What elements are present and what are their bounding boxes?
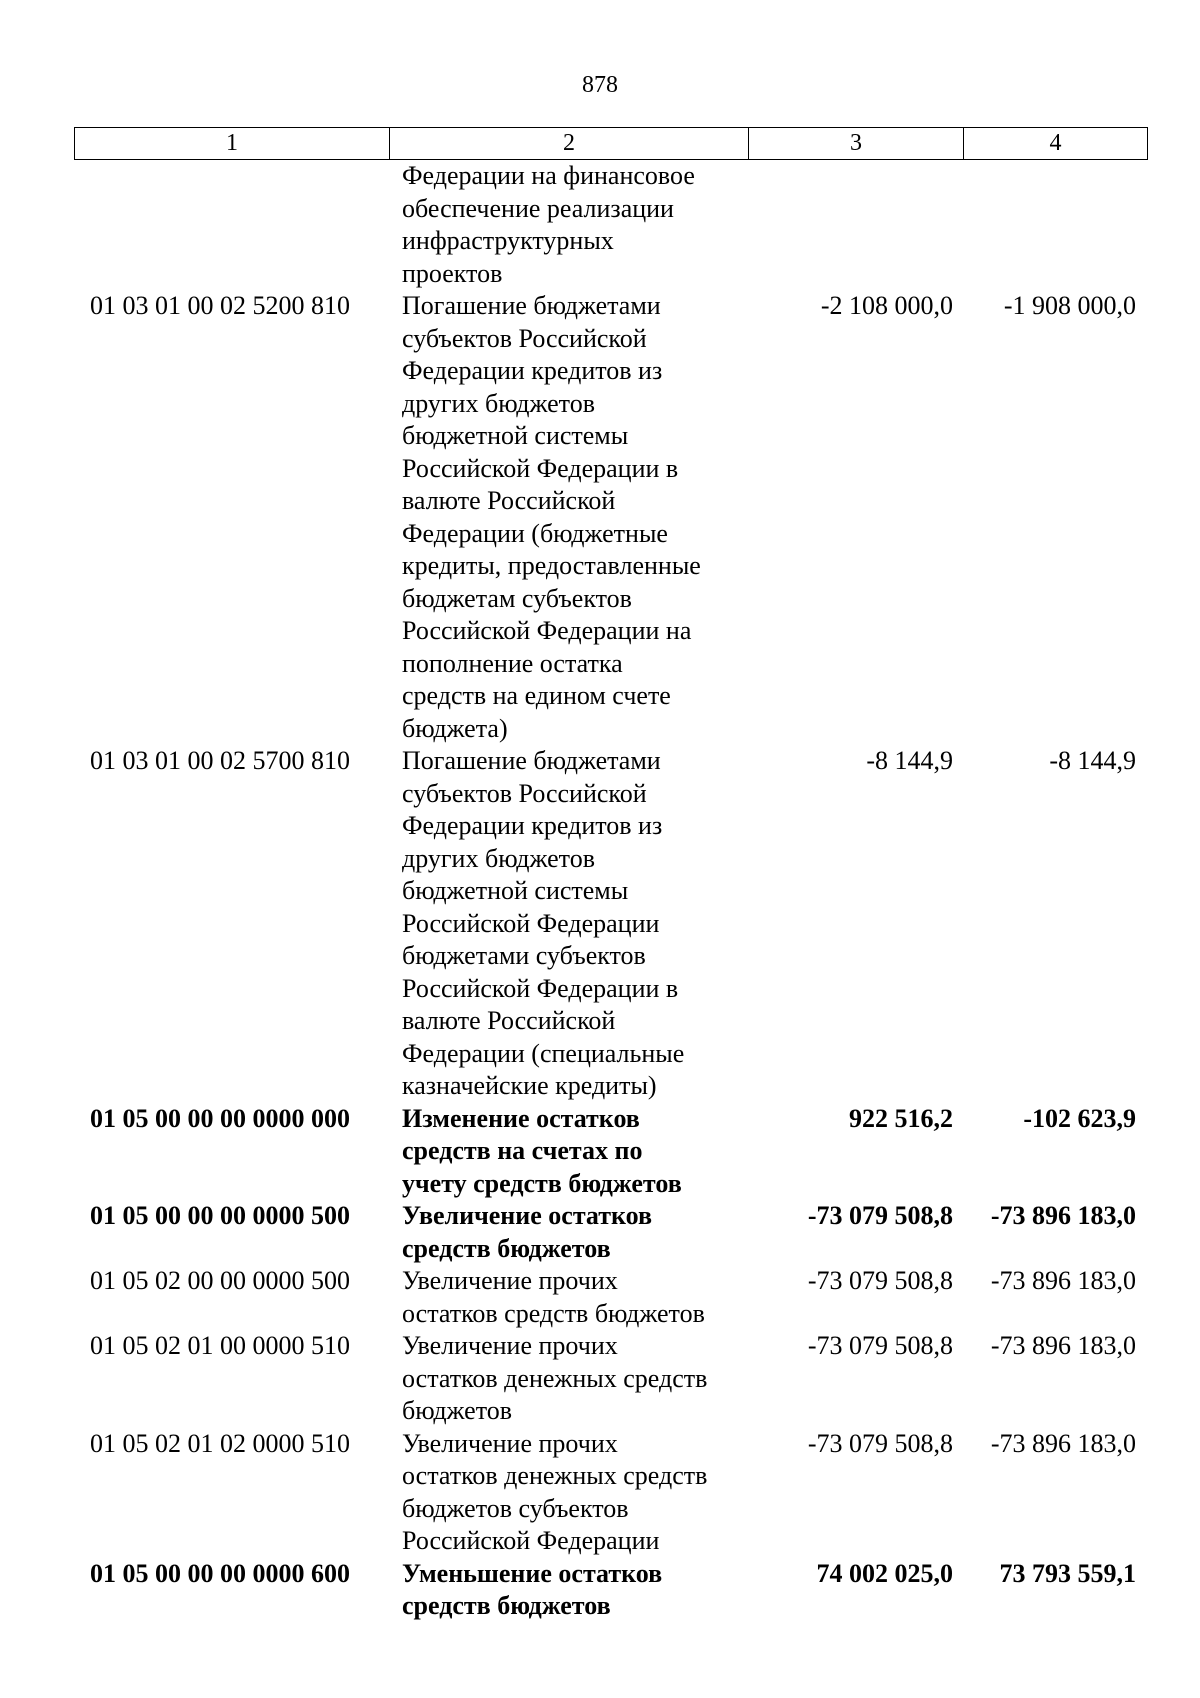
row-name-line: остатков денежных средств (402, 1363, 708, 1393)
row-code: 01 05 02 01 00 0000 510 (90, 1331, 350, 1360)
row-name-line: остатков денежных средств (402, 1461, 708, 1490)
table-body (74, 160, 1148, 1623)
row-value-col3: -73 079 508,8 (807, 1201, 953, 1230)
row-code: 01 05 02 00 00 0000 500 (90, 1266, 350, 1295)
row-name-line: Уменьшение остатков (402, 1558, 663, 1588)
table-row (74, 1428, 1148, 1558)
row-name-line: проектов (402, 258, 503, 288)
row-value-col4 (963, 160, 1146, 290)
row-name-line: Российской Федерации на (402, 616, 692, 645)
row-value-col3: -73 079 508,8 (807, 1428, 953, 1458)
row-value-col4: -8 144,9 (1049, 746, 1136, 775)
row-name-line: учету средств бюджетов (402, 1168, 682, 1198)
row-name-line: Федерации на финансовое (402, 161, 695, 190)
row-name-line: бюджетов (402, 1396, 513, 1425)
row-name (389, 1428, 748, 1558)
row-value-col3 (748, 160, 963, 290)
row-name-line: Увеличение остатков (402, 1201, 653, 1230)
row-name-line: других бюджетов (402, 388, 595, 418)
row-name-line: Федерации (бюджетные (402, 518, 668, 548)
row-name-line: субъектов Российской (402, 323, 647, 353)
row-code: 01 05 02 01 02 0000 510 (90, 1428, 350, 1458)
row-name-line: бюджетной системы (402, 876, 629, 905)
row-name-line: Увеличение прочих (402, 1266, 618, 1295)
row-name-line: других бюджетов (402, 843, 595, 873)
row-name (389, 1330, 748, 1428)
row-name (389, 745, 748, 1103)
table-header (74, 127, 1148, 160)
row-name-line: Федерации (специальные (402, 1038, 685, 1068)
row-name-line: средств бюджетов (402, 1591, 611, 1620)
row-name (389, 290, 748, 745)
table-row (74, 1200, 1148, 1265)
column-header-4: 4 (1049, 130, 1062, 156)
row-name-line: валюте Российской (402, 486, 616, 515)
table-row (74, 1103, 1148, 1201)
row-name-line: бюджетами субъектов (402, 941, 646, 970)
row-name (389, 1200, 748, 1265)
row-value-col3: 74 002 025,0 (816, 1558, 953, 1588)
row-value-col4: -73 896 183,0 (990, 1331, 1136, 1360)
table-row (74, 1265, 1148, 1330)
row-name-line: Российской Федерации (402, 1526, 660, 1555)
row-name-line: Погашение бюджетами (402, 291, 661, 320)
row-value-col4: -73 896 183,0 (990, 1428, 1136, 1458)
row-name-line: пополнение остатка (402, 648, 623, 678)
row-name-line: Изменение остатков (402, 1103, 640, 1133)
table-row (74, 160, 1148, 290)
row-value-col3: -8 144,9 (866, 746, 953, 775)
row-name (389, 160, 748, 290)
row-code: 01 05 00 00 00 0000 500 (90, 1201, 350, 1230)
row-value-col3: -73 079 508,8 (807, 1266, 953, 1295)
row-code: 01 03 01 00 02 5700 810 (90, 746, 350, 775)
row-value-col4: -102 623,9 (1023, 1103, 1136, 1133)
row-value-col4: -73 896 183,0 (990, 1201, 1136, 1230)
row-name-line: Увеличение прочих (402, 1331, 618, 1360)
row-code (74, 160, 389, 290)
row-value-col4: -73 896 183,0 (990, 1266, 1136, 1295)
row-name-line: обеспечение реализации (402, 193, 674, 223)
row-name-line: Погашение бюджетами (402, 746, 661, 775)
row-code: 01 05 00 00 00 0000 000 (90, 1103, 350, 1133)
row-name-line: Российской Федерации в (402, 973, 679, 1003)
row-name (389, 1103, 748, 1201)
row-name-line: Российской Федерации в (402, 453, 679, 483)
page-number: 878 (582, 72, 618, 98)
row-name-line: инфраструктурных (402, 226, 614, 255)
row-name-line: Федерации кредитов из (402, 811, 663, 840)
row-name-line: субъектов Российской (402, 778, 647, 808)
row-value-col4: -1 908 000,0 (1003, 291, 1136, 320)
row-name-line: валюте Российской (402, 1006, 616, 1035)
row-name-line: средств бюджетов (402, 1233, 611, 1263)
row-name-line: кредиты, предоставленные (402, 551, 701, 580)
row-name-line: бюджетов субъектов (402, 1493, 629, 1523)
table-row (74, 745, 1148, 1103)
row-name-line: Российской Федерации (402, 908, 660, 938)
table-row (74, 1330, 1148, 1428)
row-name-line: Увеличение прочих (402, 1428, 618, 1458)
column-header-3: 3 (749, 128, 964, 159)
row-value-col4: 73 793 559,1 (999, 1558, 1136, 1588)
row-name-line: остатков средств бюджетов (402, 1298, 705, 1328)
row-name-line: Федерации кредитов из (402, 356, 663, 385)
row-value-col3: 922 516,2 (849, 1103, 953, 1133)
column-header-1: 1 (75, 128, 390, 159)
column-header-2: 2 (390, 128, 749, 159)
row-code: 01 05 00 00 00 0000 600 (90, 1558, 350, 1588)
row-name-line: средств на едином счете (402, 681, 671, 710)
row-name-line: бюджета) (402, 713, 508, 743)
row-value-col3: -2 108 000,0 (820, 291, 953, 320)
table-row (74, 290, 1148, 745)
row-name (389, 1265, 748, 1330)
table-row (74, 1558, 1148, 1623)
row-name-line: бюджетной системы (402, 421, 629, 450)
row-name-line: бюджетам субъектов (402, 583, 632, 613)
row-name-line: средств на счетах по (402, 1136, 643, 1165)
row-name (389, 1558, 748, 1623)
row-name-line: казначейские кредиты) (402, 1071, 657, 1100)
row-code: 01 03 01 00 02 5200 810 (90, 291, 350, 320)
row-value-col3: -73 079 508,8 (807, 1331, 953, 1360)
